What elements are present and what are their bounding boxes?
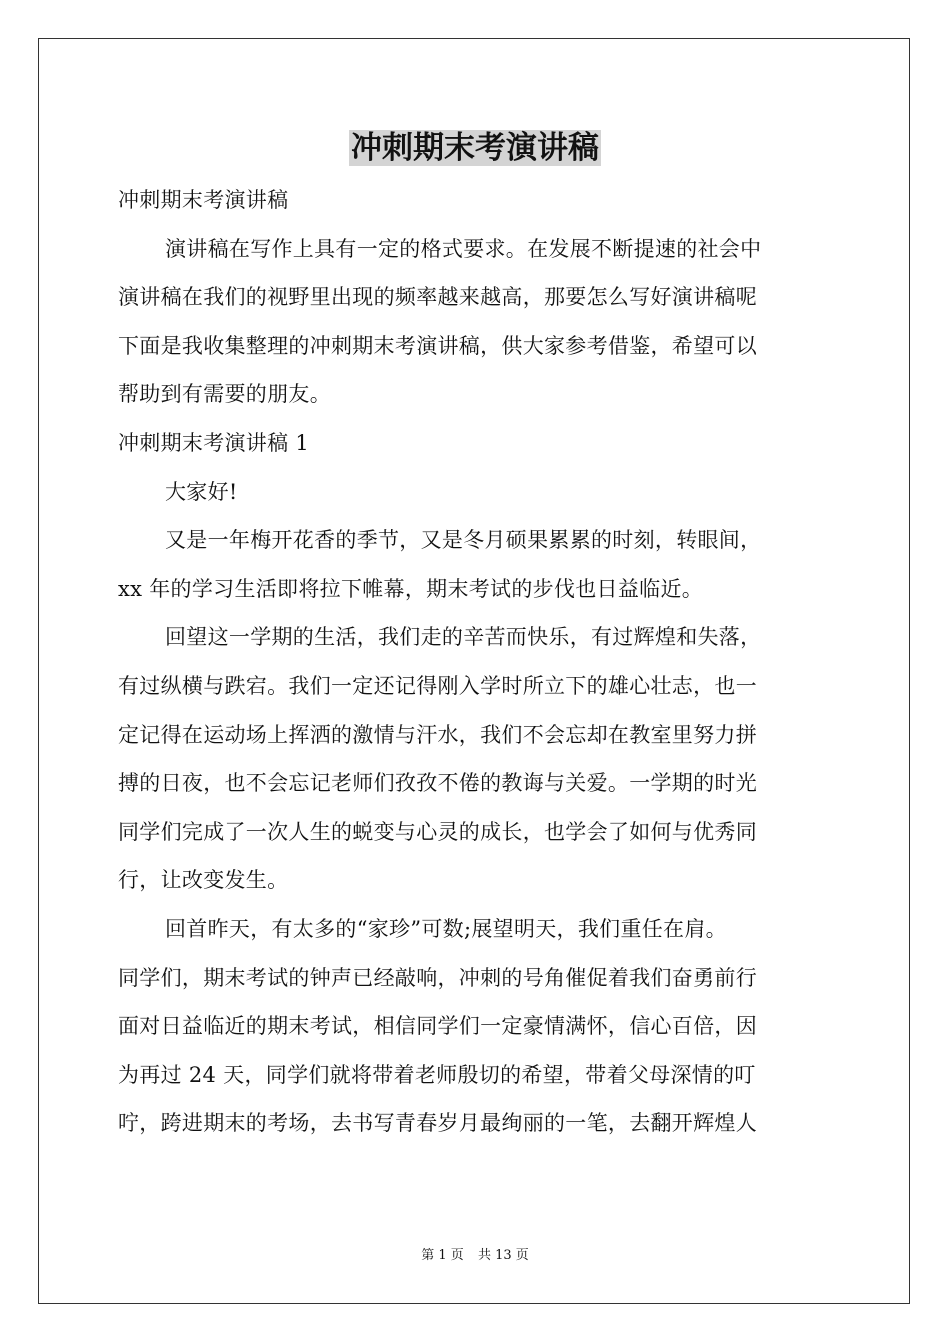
text-line: 定记得在运动场上挥洒的激情与汗水，我们不会忘却在教室里努力拼 (118, 722, 757, 747)
text-line: 冲刺期末考演讲稿 (118, 188, 289, 212)
text-line: 咛，跨进期末的考场，去书写青春岁月最绚丽的一笔，去翻开辉煌人 (118, 1111, 757, 1136)
page-footer (0, 1247, 950, 1265)
text-line: 下面是我收集整理的冲刺期末考演讲稿，供大家参考借鉴，希望可以 (118, 333, 757, 358)
document-body (118, 176, 858, 1148)
page-total: 共 13 页 (477, 1248, 529, 1263)
text-line: 同学们完成了一次人生的蜕变与心灵的成长，也学会了如何与优秀同 (118, 819, 757, 844)
text-line: 演讲稿在我们的视野里出现的频率越来越高，那要怎么写好演讲稿呢 (118, 285, 757, 310)
text-line: 帮助到有需要的朋友。 (118, 382, 331, 407)
text-line: 又是一年梅开花香的季节，又是冬月硕果累累的时刻，转眼间， (165, 528, 762, 553)
text-line: xx 年的学习生活即将拉下帷幕，期末考试的步伐也日益临近。 (118, 576, 704, 601)
text-line: 回首昨天，有太多的“家珍”可数;展望明天，我们重任在肩。 (165, 916, 727, 941)
document-title-text: 冲刺期末考演讲稿 (351, 130, 599, 166)
text-line: 面对日益临近的期末考试，相信同学们一定豪情满怀，信心百倍，因 (118, 1014, 757, 1039)
text-line: 搏的日夜，也不会忘记老师们孜孜不倦的教诲与关爱。一学期的时光 (118, 771, 757, 796)
page-number: 第 1 页 (421, 1248, 464, 1263)
text-line: 为再过 24 天，同学们就将带着老师殷切的希望，带着父母深情的叮 (118, 1062, 756, 1087)
text-line: 大家好! (165, 479, 238, 504)
text-line: 有过纵横与跌宕。我们一定还记得刚入学时所立下的雄心壮志，也一 (118, 673, 757, 698)
text-line: 行，让改变发生。 (118, 868, 289, 893)
text-line: 回望这一学期的生活，我们走的辛苦而快乐，有过辉煌和失落， (165, 625, 762, 650)
text-line: 同学们，期末考试的钟声已经敲响，冲刺的号角催促着我们奋勇前行 (118, 965, 757, 990)
text-line: 演讲稿在写作上具有一定的格式要求。在发展不断提速的社会中 (165, 236, 762, 261)
document-title (0, 126, 950, 170)
text-line: 冲刺期末考演讲稿 1 (118, 430, 310, 455)
